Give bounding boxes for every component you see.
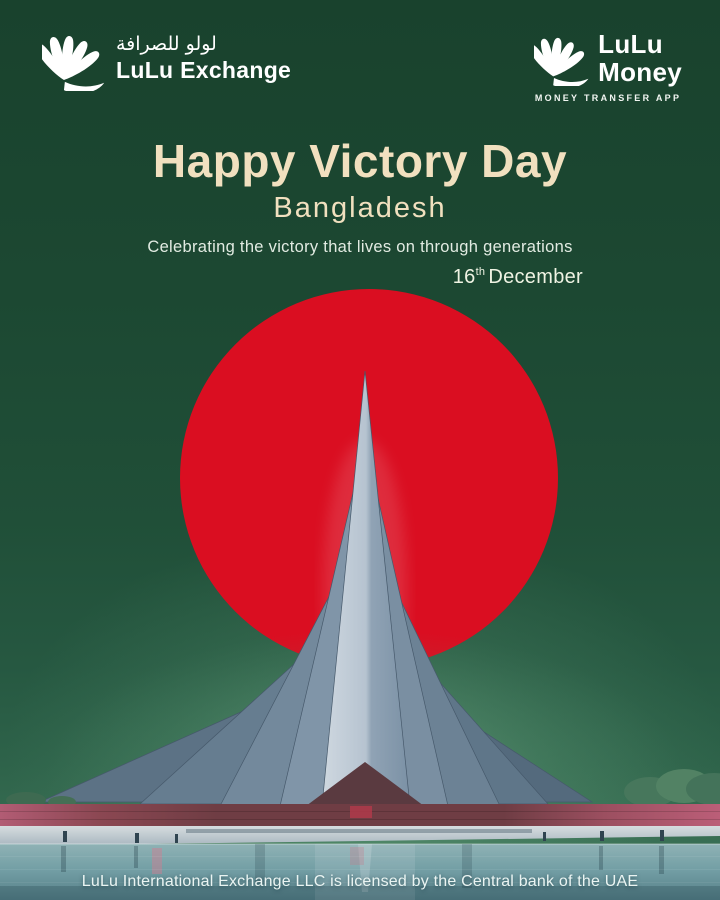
lulu-money-logo bbox=[534, 30, 682, 103]
date-ordinal: th bbox=[475, 266, 486, 279]
license-disclaimer: LuLu International Exchange LLC is licensed by the Central bank of the UAE bbox=[81, 873, 639, 890]
date-month: December bbox=[488, 266, 583, 288]
exchange-brand-name: LuLu Exchange bbox=[116, 57, 292, 84]
lulu-fan-icon bbox=[42, 27, 106, 91]
brick-wall bbox=[0, 804, 720, 828]
event-date bbox=[453, 266, 583, 289]
money-brand-line1: LuLu bbox=[598, 29, 663, 59]
lulu-exchange-logo bbox=[42, 27, 291, 91]
exchange-arabic-name: لولو للصرافة bbox=[116, 33, 217, 56]
wreath-mark bbox=[350, 806, 372, 818]
celebration-tagline: Celebrating the victory that lives on through generations bbox=[147, 238, 573, 256]
money-app-tagline: MONEY TRANSFER APP bbox=[534, 93, 682, 104]
page-title: Happy Victory Day bbox=[152, 135, 568, 187]
pink-reflection bbox=[152, 848, 162, 874]
reflecting-pool bbox=[0, 843, 720, 900]
date-day: 16 bbox=[452, 266, 476, 288]
country-subtitle: Bangladesh bbox=[273, 192, 447, 224]
lulu-money-fan-icon bbox=[534, 30, 590, 86]
money-brand-line2: Money bbox=[598, 57, 682, 88]
